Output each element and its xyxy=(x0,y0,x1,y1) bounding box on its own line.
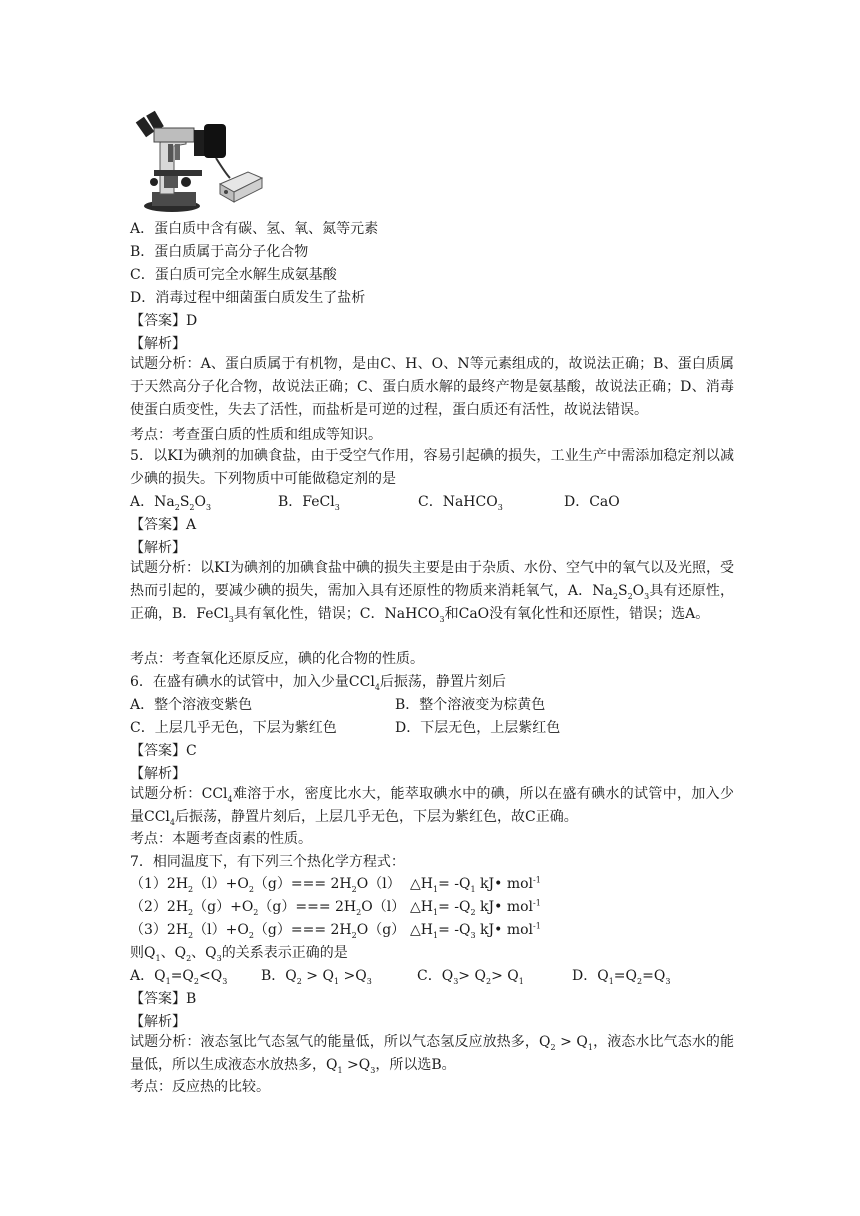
q5-option-a: A．$Na_2S_2O_3$ xyxy=(130,494,212,512)
microscope-image xyxy=(130,104,264,216)
q5-stem: 5．以KI为碘剂的加碘食盐，由于受空气作用，容易引起碘的损失，工业生产中需添加稳定剂以减少碘的损失。下列物质中可能做稳定剂的是 xyxy=(130,448,734,487)
q4-option-a: A．蛋白质中含有碳、氢、氧、氮等元素 xyxy=(130,221,379,237)
q7-option-c: C．$Q_3> Q_2> Q_1$ xyxy=(417,968,524,986)
q6-option-b: B．整个溶液变为棕黄色 xyxy=(395,697,546,713)
q5-analysis-label: 【解析】 xyxy=(130,540,186,556)
q4-analysis: 试题分析：A、蛋白质属于有机物，是由C、H、O、N等元素组成的，故说法正确；B、蛋白质属于天然高分子化合物，故说法正确；C、蛋白质水解的最终产物是氨基酸，故说法正确；D、消毒使蛋白质变性，失去了活性，而盐析是可逆的过程，蛋白质还有活性，故说法错误。 xyxy=(130,356,734,418)
q7-equation-2: $(2)2H_2(g)+O_2(g)=== 2H_2O(l)$ $\triangle H_1= -Q_2$ kJ• mol$^{-1}$ xyxy=(130,898,541,917)
q6-option-a: A．整个溶液变紫色 xyxy=(130,697,253,713)
q4-option-b: B．蛋白质属于高分子化合物 xyxy=(130,244,309,260)
q6-option-d: D．下层无色，上层紫红色 xyxy=(395,720,561,736)
q4-option-c: C．蛋白质可完全水解生成氨基酸 xyxy=(130,267,337,283)
q6-options-row1 xyxy=(130,696,545,714)
q4-option-d: D．消毒过程中细菌蛋白质发生了盐析 xyxy=(130,290,366,306)
q4-point: 考点：考查蛋白质的性质和组成等知识。 xyxy=(130,427,382,443)
q6-analysis: 试题分析：CCl$_4$难溶于水，密度比水大，能萃取碘水中的碘，所以在盛有碘水的试管中，加入少量CCl$_4$后振荡，静置片刻后，上层几乎无色，下层为紫红色，故C正确。 xyxy=(130,786,734,827)
q7-point: 考点：反应热的比较。 xyxy=(130,1079,270,1095)
q7-equation-3: $(3)2H_2(l)+O_2(g)=== 2H_2O(g)$ $\triangle H_1= -Q_3$ kJ• mol$^{-1}$ xyxy=(130,921,541,940)
q5-option-c: C．NaHCO$_3$ xyxy=(418,494,503,512)
q7-answer: 【答案】B xyxy=(130,991,197,1007)
q7-option-b: B．$Q_2 > Q_1 >Q_3$ xyxy=(261,968,372,986)
q7-stem: 7．相同温度下，有下列三个热化学方程式： xyxy=(130,854,405,870)
q7-options xyxy=(130,967,670,985)
q5-answer: 【答案】A xyxy=(130,517,197,533)
q7-option-d: D．$Q_1=Q_2=Q_3$ xyxy=(572,968,671,986)
q5-option-d: D．CaO xyxy=(564,494,620,510)
q6-point: 考点：本题考查卤素的性质。 xyxy=(130,831,312,847)
q6-options-row2 xyxy=(130,719,560,737)
q7-option-a: A．$Q_1=Q_2<Q_3$ xyxy=(130,968,228,986)
q5-option-b: B．FeCl$_3$ xyxy=(278,494,340,512)
q4-analysis-label: 【解析】 xyxy=(130,336,186,352)
q7-analysis-label: 【解析】 xyxy=(130,1014,186,1030)
q6-stem: 6．在盛有碘水的试管中，加入少量CCl$_4$后振荡，静置片刻后 xyxy=(130,674,506,692)
q6-option-c: C．上层几乎无色，下层为紫红色 xyxy=(130,720,337,736)
q4-answer: 【答案】D xyxy=(130,313,198,329)
q6-analysis-label: 【解析】 xyxy=(130,766,186,782)
q5-point: 考点：考查氧化还原反应，碘的化合物的性质。 xyxy=(130,651,424,667)
q7-question: 则$Q_1$、$Q_2$、$Q_3$的关系表示正确的是 xyxy=(130,945,348,963)
q6-answer: 【答案】C xyxy=(130,743,197,759)
q7-equation-1: $(1)2H_2(l)+O_2(g)=== 2H_2O(l)$ $\triangle H_1= -Q_1$ kJ• mol$^{-1}$ xyxy=(130,875,541,894)
q7-analysis: 试题分析：液态氢比气态氢气的能量低，所以气态氢反应放热多，$Q_2 > Q_1$，液态水比气态水的能量低，所以生成液态水放热多，$Q_1 >Q_3$，所以选B。 xyxy=(130,1034,735,1075)
q5-options xyxy=(130,493,620,511)
q5-analysis: 试题分析：以KI为碘剂的加碘食盐中碘的损失主要是由于杂质、水份、空气中的氧气以及光照，受热而引起的，要减少碘的损失，需加入具有还原性的物质来消耗氧气，A．$Na_2S_2O_3$具有还原性，正确，B．FeCl$_3$具有氧化性，错误；C．NaHCO$_3$和CaO没有氧化性和还原性，错误；选A。 xyxy=(130,560,734,624)
